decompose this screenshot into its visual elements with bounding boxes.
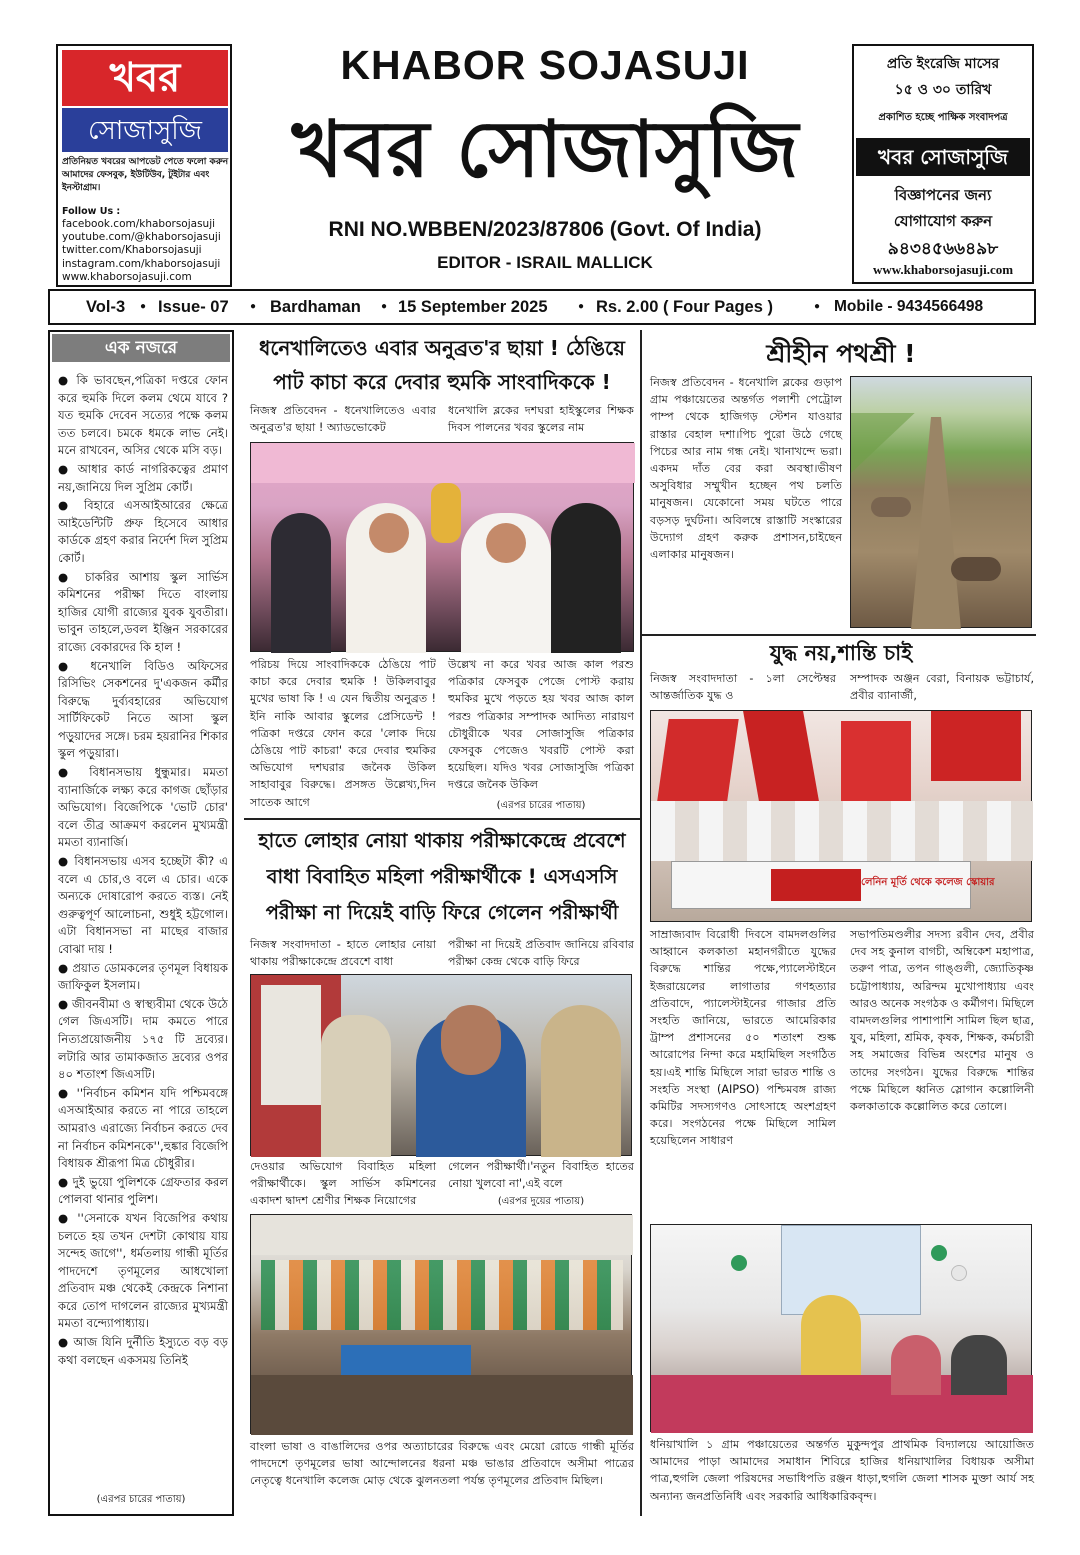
- website-link[interactable]: www.khaborsojasuji.com: [62, 270, 192, 283]
- editor-name: EDITOR - ISRAIL MALLICK: [437, 253, 653, 272]
- dot-icon: ●: [140, 301, 147, 312]
- article4-top-left: নিজস্ব সংবাদদাতা - ১লা সেপ্টেম্বর আন্তর্জাতিক যুদ্ধ ও: [650, 672, 836, 703]
- right-banner: খবর সোজাসুজি: [856, 138, 1030, 176]
- dot-icon: ●: [578, 301, 585, 312]
- article1-bottom-right: উল্লেখ না করে খবর আজ কাল পরশু পত্রিকার ফেসবুক পেজে পোস্ট করায় হুমকির মুখে পড়তে হয় খবর আজ কাল পরশু পত্রিকার সম্পাদক আদিত্য নারায়ণ চৌধুরীকে খবর সোজাসুজি পত্রিকার ফেসবুক পেজেও খবরটি পোস্ট করা হয়েছিল। যদিও খবর সোজাসুজি পত্রিকা দপ্তরে জনৈক উকিল: [448, 658, 634, 792]
- dot-icon: ●: [814, 301, 821, 312]
- youtube-link[interactable]: youtube.com/@khaborsojasuji: [62, 231, 221, 244]
- article1-headline-2: পাট কাচা করে দেবার হুমকি সাংবাদিককে !: [273, 370, 611, 394]
- left-promo-text: প্রতিনিয়ত খবরের আপডেট পেতে ফলো করুন আমাদের ফেসবুক, ইউটিউব, টুইটার এবং ইনস্টাগ্রাম।: [62, 157, 229, 193]
- issue-date: 15 September 2025: [398, 298, 548, 316]
- title-bengali: খবর সোজাসুজি: [291, 105, 799, 195]
- logo: [62, 50, 228, 152]
- rni-number: RNI NO.WBBEN/2023/87806 (Govt. Of India): [328, 218, 762, 241]
- list-item: ● দুই ভুয়ো পুলিশকে গ্রেফতার করল পোলবা থানার পুলিশ।: [58, 1174, 228, 1207]
- article2-top-left: নিজস্ব সংবাদদাতা - হাতে লোহার নোয়া থাকায় পরীক্ষাকেন্দ্রে প্রবেশে বাধা: [250, 938, 436, 969]
- article2-headline-2: বাধা বিবাহিত মহিলা পরীক্ষার্থীকে ! এসএসসি: [266, 865, 618, 888]
- instagram-link[interactable]: instagram.com/khaborsojasuji: [62, 257, 221, 270]
- sidebar-continued: (এরপর চারের পাতায়): [96, 1494, 186, 1505]
- article1-top-left: নিজস্ব প্রতিবেদন - ধনেখালিতেও এবার অনুব্রত'র ছায়া ! অ্যাডভোকেট: [250, 404, 436, 435]
- list-item: ● আধার কার্ড নাগরিকত্বের প্রমাণ নয়,জানিয়ে দিল সুপ্রিম কোর্ট।: [58, 461, 228, 494]
- broken-road-photo: [850, 376, 1032, 628]
- list-item: ● বিহারে এসআইআরের ক্ষেত্রে আইডেন্টিটি প্রুফ হিসেবে আধার কার্ডকে গ্রহণ করার নির্দেশ দিল সুপ্রিম কোর্ট।: [58, 498, 228, 565]
- rally-photo: [250, 1214, 632, 1434]
- list-item: ● ধনেখালি বিডিও অফিসের রিসিভিং সেকশনের দু'একজন কর্মীর বিরুদ্ধে দুর্ব্যবহারের অভিযোগ সার্টিফিকেট নিতে আসা স্কুল পড়ুয়াদের সঙ্গে। চরম হয়রানির শিকার স্কুল পড়ুয়ারা।: [58, 658, 228, 761]
- right-phone: ৯৪৩৪৫৬৬৪৯৮: [887, 239, 999, 259]
- march-banner-text: লেনিন মূর্তি থেকে কলেজ স্কোয়ার: [861, 877, 995, 888]
- article1-continued: (এরপর চারের পাতায়): [496, 800, 586, 811]
- right-line3: প্রকাশিত হচ্ছে পাক্ষিক সংবাদপত্র: [878, 112, 1008, 123]
- article3-body: নিজস্ব প্রতিবেদন - ধনেখালি ব্লকের গুড়াপ গ্রাম পঞ্চায়েতের অন্তর্গত পলাশী পেট্রোল পাম্প থেকে হাজিগড় স্টেশন যাওয়ার রাস্তার বেহাল দশা।পিচ পুরো উঠে গেছে পিচের আর নাম গন্ধ নেই। খানাখন্দে ভরা। একদম দাঁত বের করা অবস্থা।ভীষণ অসুবিধার সম্মুখীন হচ্ছেন পথ চলতি মানুষজন। যেকোনো সময় ঘটতে পারে বড়সড় দুর্ঘটনা। অবিলম্বে রাস্তাটি সংস্কারের উদ্যোগ গ্রহণ করুক প্রশাসন,চাইছেন এলাকার মানুষজন।: [650, 376, 842, 562]
- right-ad2: যোগাযোগ করুন: [893, 212, 993, 230]
- social-links: [62, 218, 232, 284]
- list-item: ● আজ যিনি দুর্নীতি ইস্যুতে বড় বড় কথা বলছেন একসময় তিনিই: [58, 1335, 228, 1367]
- list-item: ● ''নির্বাচন কমিশন যদি পশ্চিমবঙ্গে এসআইআর করতে না পারে তাহলে আমরাও এরাজ্যে নির্বাচন করতে দেব না নির্বাচন কমিশনকে'',হুঙ্কার বিজেপি বিধায়ক শ্রীরূপা মিত্র চৌধুরীর।: [58, 1085, 228, 1171]
- article3-headline: শ্রীহীন পথশ্রী !: [766, 339, 916, 368]
- issue: Issue- 07: [158, 298, 229, 316]
- peace-march-photo: [650, 710, 1032, 922]
- list-item: ● জীবনবীমা ও স্বাস্থ্যবীমা থেকে উঠে গেল জিএসটি। দাম কমতে পারে নিত্যপ্রয়োজনীয় ১৭৫ টি দ্রব্যের। লটারি আর তামাকজাত দ্রব্যের ওপর ৪০ শতাংশ জিএসটি।: [58, 996, 228, 1082]
- list-item: ● প্রয়াত ডোমকলের তৃণমূল বিধায়ক জাফিকুল ইসলাম।: [58, 960, 228, 993]
- article2-top-right: পরীক্ষা না দিয়েই প্রতিবাদ জানিয়ে রবিবার পরীক্ষা কেন্দ্র থেকে বাড়ি ফিরে: [448, 938, 634, 969]
- volume: Vol-3: [86, 298, 126, 316]
- title-english: KHABOR SOJASUJI: [340, 42, 750, 88]
- logo-bottom: সোজাসুজি: [62, 106, 228, 152]
- article2-continued: (এরপর দুয়ের পাতায়): [497, 1196, 585, 1207]
- article1-headline-1: ধনেখালিতেও এবার অনুব্রত'র ছায়া ! ঠেঙিয়ে: [259, 336, 625, 360]
- rally-caption: বাংলা ভাষা ও বাঙালিদের ওপর অত্যাচারের বিরুদ্ধে এবং মেয়ো রোডে গান্ধী মূর্তির পাদদেশে তৃণমূলের ভাষা আন্দোলনের ধরনা মঞ্চ ভাঙার প্রতিবাদে অসীমা পাত্রের নেতৃত্বে ধনেখালি কলেজ মোড় থেকে ঝুলনতলা পর্যন্ত তৃণমূলের প্রতিবাদ মিছিল।: [250, 1440, 634, 1488]
- article4-headline: যুদ্ধ নয়,শান্তি চাই: [769, 641, 913, 665]
- list-item: ● বিধানসভায় এসব হচ্ছেটা কী? এ বলে এ চোর,ও বলে এ চোর। একে অন্যকে দোষারোপ করতে ব্যস্ত। নেই গুরুত্বপূর্ণ আলোচনা, শুধুই হট্টগোল। এটা বিধানসভা না মাছের বাজার বোঝা দায় !: [58, 854, 228, 956]
- article4-top-right: সম্পাদক অঞ্জন বেরা, বিনায়ক ভট্টাচার্য, প্রবীর ব্যানার্জী,: [850, 672, 1034, 703]
- dot-icon: ●: [381, 301, 388, 312]
- community-camp-photo: [650, 1224, 1032, 1432]
- article1-bottom-left: পরিচয় দিয়ে সাংবাদিককে ঠেঙিয়ে পাট কাচা করে দেবার হুমকি ! উকিলবাবুর মুখের ভাষা কি ! এ যেন দ্বিতীয় অনুব্রত ! ইনি নাকি আবার স্কুলের প্রেসিডেন্ট ! পত্রিকা দপ্তরে ফোন করে 'লোক দিয়ে ঠেঙিয়ে পাট কাচরা' করে দেবার হুমকির অভিযোগ দশঘরার জনৈক উকিল সাহাবাবুর বিরুদ্ধে। প্রসঙ্গত উল্লেখ্য,দিন সাতেক আগে: [250, 658, 436, 809]
- list-item: ● ''সেনাকে যখন বিজেপির কথায় চলতে হয় তখন দেশটা কোথায় যায় সন্দেহ জাগে'', ধর্মতলায় গান্ধী মূর্তির পাদদেশে তৃণমূলের আধখোলা প্রতিবাদ মঞ্চ থেকেই কেন্দ্রকে নিশানা করে তোপ দাগলেন রাজ্যের মুখ্যমন্ত্রী মমতা বন্দ্যোপাধ্যায়।: [58, 1210, 228, 1331]
- dot-icon: ●: [250, 301, 257, 312]
- article2-headline-1: হাতে লোহার নোয়া থাকায় পরীক্ষাকেন্দ্রে প্রবেশে: [258, 829, 626, 852]
- article2-bottom-right: গেলেন পরীক্ষার্থী।'নতুন বিবাহিত হাতের নোয়া খুলবো না',এই বলে: [448, 1160, 634, 1191]
- list-item: ● বিধানসভায় ধুন্ধুমার। মমতা ব্যানার্জিকে লক্ষ্য করে কাগজ ছোঁড়ার অভিযোগ। বিজেপিকে 'ভোট চোর' বলে তীব্র আক্রমণ করলেন মুখ্যমন্ত্রী মমতা ব্যানার্জি।: [58, 765, 228, 850]
- list-item: ● কি ভাবছেন,পত্রিকা দপ্তরে ফোন করে হুমকি দিলে কলম থেমে যাবে ? যত হুমকি দেবেন সত্যের পক্ষে কলম তত চলবে। চমকে ধমকে লাভ নেই। মনে রাখবেন, অসির থেকে মসি বড়।: [58, 373, 228, 458]
- price: Rs. 2.00 ( Four Pages ): [596, 298, 773, 316]
- masthead-left-box: [56, 44, 232, 287]
- sidebar-list: [58, 372, 228, 1484]
- article2-bottom-left: দেওয়ার অভিযোগ বিবাহিত মহিলা পরীক্ষার্থীকে। স্কুল সার্ভিস কমিশনের একাদশ দ্বাদশ শ্রেণীর শিক্ষক নিয়োগের: [250, 1160, 436, 1208]
- dateline-bar: [48, 289, 1036, 325]
- right-web[interactable]: www.khaborsojasuji.com: [872, 262, 1014, 277]
- sidebar-heading: এক নজরে: [52, 334, 230, 362]
- masthead-right-box: [852, 44, 1034, 284]
- dance-photo: [250, 442, 634, 652]
- right-line2: ১৫ ও ৩০ তারিখ: [894, 82, 992, 98]
- place: Bardhaman: [270, 298, 361, 316]
- sidebar: [48, 330, 234, 1516]
- follow-label: Follow Us :: [62, 206, 121, 217]
- exam-candidate-photo: [250, 974, 632, 1156]
- mobile: Mobile - 9434566498: [834, 298, 984, 315]
- logo-top: খবর: [62, 50, 228, 106]
- camp-caption: ধনিয়াখালি ১ গ্রাম পঞ্চায়েতের অন্তর্গত মুকুন্দপুর প্রাথমিক বিদ্যালয়ে আয়োজিত আমাদের পাড়া আমাদের সমাধান শিবিরে হাজির ধনিয়াখালির বিধায়ক অসীমা পাত্র,হুগলি জেলা পরিষদের সভাধিপতি রঞ্জন ধাড়া,হুগলি জেলা শাসক মুক্তা আর্য সহ অন্যান্য জনপ্রতিনিধি এবং সরকারি আধিকারিকবৃন্দ।: [650, 1438, 1034, 1503]
- right-line1: প্রতি ইংরেজি মাসের: [886, 56, 1000, 72]
- right-ad1: বিজ্ঞাপনের জন্য: [894, 186, 992, 204]
- facebook-link[interactable]: facebook.com/khaborsojasuji: [62, 218, 216, 230]
- article2-headline-3: পরীক্ষা না দিয়েই বাড়ি ফিরে গেলেন পরীক্ষার্থী: [265, 901, 619, 924]
- article4-bottom-right: সভাপতিমণ্ডলীর সদস্য রবীন দেব, প্রবীর দেব সহ কুনাল বাগচী, অম্বিকেশ মহাপাত্র, তরুণ পাত্র, তপন গাঙ্গুলী, জ্যোতিকৃষ্ণ চট্টোপাধ্যায়, অরিন্দম মুখোপাধ্যায় এবং আরও অনেক সংগঠক ও কর্মীগণ। মিছিলে বামদলগুলির পাশাপাশি সামিল ছিল ছাত্র, যুব, মহিলা, শ্রমিক, কৃষক, শিক্ষক, কর্মচারী সহ সমাজের বিভিন্ন অংশের মানুষ ও তাদের সংগঠন। যুদ্ধের বিরুদ্ধে শান্তির পক্ষে মিছিলে ধ্বনিত স্লোগান কল্লোলিনী কলকাতাকে কল্লোলিত করে তোলে।: [850, 928, 1034, 1114]
- list-item: ● চাকরির আশায় স্কুল সার্ভিস কমিশনের পরীক্ষা দিতে বাংলায় হাজির যোগী রাজ্যের যুবক যুবতীরা। ভাবুন তাহলে,ডবল ইঞ্জিন সরকারের রাজ্যে বেকারদের কি হাল !: [58, 569, 228, 654]
- article4-bottom-left: সাম্রাজ্যবাদ বিরোধী দিবসে বামদলগুলির আহ্বানে কলকাতা মহানগরীতে যুদ্ধের বিরুদ্ধে শান্তির পক্ষে,প্যালেস্টাইনে ইজরায়েলের লাগাতার গণহত্যার প্রতিবাদে, প্যালেস্টাইনের গাজার প্রতি সংহতি জানিয়ে, ভারতে আমেরিকার ট্রাম্প প্রশাসনের ৫০ শতাংশ শুল্ক আরোপের নিন্দা করে মহামিছিল সংগঠিত হয়।এই শান্তি মিছিলে সারা ভারত শান্তি ও সংহতি সংস্থা (AIPSO) পশ্চিমবঙ্গ রাজ্য কমিটির সদস্যগণও সোৎসাহে অংশগ্রহণ করে। সংগঠনের পক্ষে মিছিলে সামিল হয়েছিলেন সাধারণ: [650, 928, 836, 1148]
- twitter-link[interactable]: twitter.com/Khaborsojasuji: [62, 244, 202, 257]
- article1-top-right: ধনেখালি ব্লকের দশঘরা হাইস্কুলের শিক্ষক দিবস পালনের খবর স্কুলের নাম: [448, 404, 634, 435]
